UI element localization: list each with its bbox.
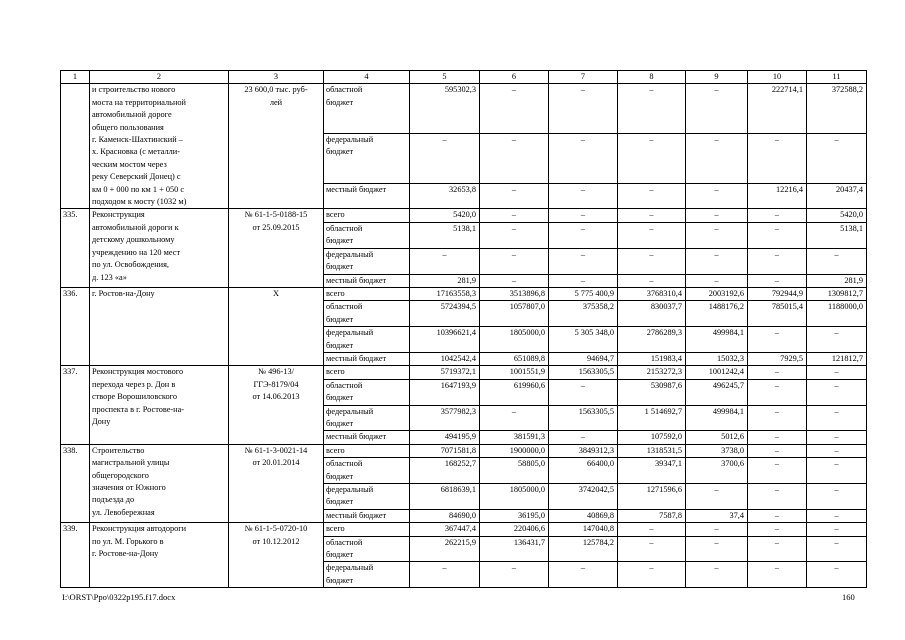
table-cell: 84690,0 bbox=[410, 509, 480, 522]
table-cell: областной бюджет bbox=[324, 379, 410, 405]
table-cell: – bbox=[807, 562, 867, 588]
table-cell: – bbox=[748, 366, 807, 379]
table-cell: – bbox=[618, 248, 686, 274]
table-cell: 7071581,8 bbox=[410, 444, 480, 457]
table-cell: всего bbox=[324, 523, 410, 536]
table-cell: 220406,6 bbox=[480, 523, 549, 536]
table-cell: федеральный бюджет bbox=[324, 134, 410, 184]
table-cell: 125784,2 bbox=[549, 536, 618, 562]
table-row bbox=[61, 84, 867, 134]
table-cell: 66400,0 bbox=[549, 458, 618, 484]
table-cell: 1057807,0 bbox=[480, 301, 549, 327]
table-cell: – bbox=[748, 379, 807, 405]
table-cell: 121812,7 bbox=[807, 352, 867, 365]
table-cell: федеральный бюджет bbox=[324, 327, 410, 353]
table-cell: – bbox=[618, 523, 686, 536]
table-cell: 337. bbox=[61, 366, 90, 444]
table-cell: – bbox=[686, 536, 748, 562]
table-cell: 147040,8 bbox=[549, 523, 618, 536]
table-cell: всего bbox=[324, 444, 410, 457]
table-cell: – bbox=[410, 248, 480, 274]
table-row bbox=[61, 444, 867, 457]
table-cell: 2786289,3 bbox=[618, 327, 686, 353]
column-number-10: 10 bbox=[748, 71, 807, 84]
table-cell: 5138,1 bbox=[410, 222, 480, 248]
table-cell: – bbox=[618, 209, 686, 222]
table-cell: – bbox=[686, 248, 748, 274]
table-cell: областной бюджет bbox=[324, 301, 410, 327]
table-cell: – bbox=[549, 274, 618, 287]
table-cell: № 61-1-5-0188-15 от 25.09.2015 bbox=[229, 209, 324, 287]
table-cell: – bbox=[549, 431, 618, 444]
table-row bbox=[61, 209, 867, 222]
table-cell: 32653,8 bbox=[410, 183, 480, 209]
table-cell: 1647193,9 bbox=[410, 379, 480, 405]
table-cell bbox=[61, 84, 90, 209]
table-cell: 1805000,0 bbox=[480, 327, 549, 353]
table-cell: 12216,4 bbox=[748, 183, 807, 209]
table-cell: 3700,6 bbox=[686, 458, 748, 484]
table-cell: 1318531,5 bbox=[618, 444, 686, 457]
table-cell: Реконструкция автомобильной дороги к детскому дошкольному учреждению на 120 мест по ул. Освобождения, д. 123 «а» bbox=[90, 209, 229, 287]
table-cell: 5 305 348,0 bbox=[549, 327, 618, 353]
column-number-8: 8 bbox=[618, 71, 686, 84]
table-cell: Реконструкция мостового перехода через р. Дон в створе Ворошиловского проспекта в г. Ростове-на- Дону bbox=[90, 366, 229, 444]
table-cell: 499984,1 bbox=[686, 327, 748, 353]
table-cell: 1900000,0 bbox=[480, 444, 549, 457]
table-cell: областной бюджет bbox=[324, 458, 410, 484]
table-cell: – bbox=[480, 222, 549, 248]
table-cell: – bbox=[807, 134, 867, 184]
table-cell: федеральный бюджет bbox=[324, 405, 410, 431]
table-cell: – bbox=[807, 536, 867, 562]
table-cell: 619960,6 bbox=[480, 379, 549, 405]
table-cell: 1563305,5 bbox=[549, 405, 618, 431]
table-cell: – bbox=[807, 405, 867, 431]
table-cell: 107592,0 bbox=[618, 431, 686, 444]
table-cell: – bbox=[549, 134, 618, 184]
table-cell: 168252,7 bbox=[410, 458, 480, 484]
column-number-4: 4 bbox=[324, 71, 410, 84]
table-cell: 5724394,5 bbox=[410, 301, 480, 327]
table-cell: – bbox=[549, 222, 618, 248]
table-cell: – bbox=[748, 431, 807, 444]
table-cell: – bbox=[807, 444, 867, 457]
table-cell: – bbox=[686, 523, 748, 536]
table-cell: 1805000,0 bbox=[480, 484, 549, 510]
table-cell: 336. bbox=[61, 287, 90, 365]
table-cell: 36195,0 bbox=[480, 509, 549, 522]
table-cell: 37,4 bbox=[686, 509, 748, 522]
table-cell: всего bbox=[324, 209, 410, 222]
header-row bbox=[61, 71, 867, 84]
table-cell: 5 775 400,9 bbox=[549, 287, 618, 300]
table-cell: – bbox=[480, 248, 549, 274]
table-cell: – bbox=[480, 134, 549, 184]
table-cell: 281,9 bbox=[807, 274, 867, 287]
table-cell: 136431,7 bbox=[480, 536, 549, 562]
table-row bbox=[61, 523, 867, 536]
column-number-5: 5 bbox=[410, 71, 480, 84]
table-cell: – bbox=[618, 536, 686, 562]
table-cell: – bbox=[807, 484, 867, 510]
table-cell: – bbox=[480, 405, 549, 431]
table-cell: и строительство нового моста на территориальной автомобильной дороге общего пользования г. Каменск-Шахтинский – х. Красновка (с металли- ческим мостом через реку Северский Донец) с км 0 + 000 по км 1 + 050 с подходом к мосту (1032 м) bbox=[90, 84, 229, 209]
table-cell: 94694,7 bbox=[549, 352, 618, 365]
table-cell: – bbox=[807, 248, 867, 274]
table-cell: всего bbox=[324, 287, 410, 300]
budget-table-page bbox=[60, 70, 866, 588]
table-cell: – bbox=[748, 405, 807, 431]
table-cell: – bbox=[686, 222, 748, 248]
table-cell: – bbox=[480, 274, 549, 287]
table-cell: 1042542,4 bbox=[410, 352, 480, 365]
table-cell: 3513896,8 bbox=[480, 287, 549, 300]
table-cell: местный бюджет bbox=[324, 431, 410, 444]
table-cell: – bbox=[549, 379, 618, 405]
table-cell: – bbox=[410, 134, 480, 184]
table-cell: – bbox=[618, 562, 686, 588]
table-cell: – bbox=[686, 134, 748, 184]
table-cell: № 61-1-5-0720-10 от 10.12.2012 bbox=[229, 523, 324, 588]
table-cell: г. Ростов-на-Дону bbox=[90, 287, 229, 365]
table-cell: 3742042,5 bbox=[549, 484, 618, 510]
table-cell: – bbox=[480, 562, 549, 588]
table-cell: – bbox=[618, 84, 686, 134]
table-cell: – bbox=[807, 523, 867, 536]
table-cell: 830037,7 bbox=[618, 301, 686, 327]
table-cell: – bbox=[748, 509, 807, 522]
table-cell: 494195,9 bbox=[410, 431, 480, 444]
table-cell: 1001242,4 bbox=[686, 366, 748, 379]
table-cell: федеральный бюджет bbox=[324, 248, 410, 274]
column-number-9: 9 bbox=[686, 71, 748, 84]
table-cell: 5420,0 bbox=[807, 209, 867, 222]
table-cell: – bbox=[748, 248, 807, 274]
table-cell: 338. bbox=[61, 444, 90, 522]
table-cell: 17163558,3 bbox=[410, 287, 480, 300]
table-cell: 40869,8 bbox=[549, 509, 618, 522]
table-cell: 3738,0 bbox=[686, 444, 748, 457]
table-cell: 1188000,0 bbox=[807, 301, 867, 327]
table-cell: местный бюджет bbox=[324, 352, 410, 365]
table-cell: областной бюджет bbox=[324, 536, 410, 562]
table-cell: 339. bbox=[61, 523, 90, 588]
table-cell: – bbox=[686, 84, 748, 134]
table-cell: всего bbox=[324, 366, 410, 379]
table-row bbox=[61, 287, 867, 300]
table-cell: – bbox=[748, 562, 807, 588]
column-number-11: 11 bbox=[807, 71, 867, 84]
table-cell: федеральный бюджет bbox=[324, 562, 410, 588]
table-cell: – bbox=[807, 458, 867, 484]
table-cell: областной бюджет bbox=[324, 84, 410, 134]
table-cell: – bbox=[549, 84, 618, 134]
table-cell: 1001551,9 bbox=[480, 366, 549, 379]
table-cell: 1271596,6 bbox=[618, 484, 686, 510]
table-cell: 496245,7 bbox=[686, 379, 748, 405]
table-cell: – bbox=[549, 248, 618, 274]
table-cell: – bbox=[480, 84, 549, 134]
table-cell: 1488176,2 bbox=[686, 301, 748, 327]
table-cell: 222714,1 bbox=[748, 84, 807, 134]
table-cell: 792944,9 bbox=[748, 287, 807, 300]
column-number-7: 7 bbox=[549, 71, 618, 84]
table-cell: – bbox=[618, 183, 686, 209]
file-path: I:\ORST\Ppo\0322p195.f17.docx bbox=[62, 592, 176, 602]
table-cell: 7587,8 bbox=[618, 509, 686, 522]
table-cell: Х bbox=[229, 287, 324, 365]
table-cell: местный бюджет bbox=[324, 183, 410, 209]
table-cell: – bbox=[748, 523, 807, 536]
table-cell: Реконструкция автодороги по ул. М. Горького в г. Ростове-на-Дону bbox=[90, 523, 229, 588]
table-cell: 335. bbox=[61, 209, 90, 287]
table-cell: – bbox=[618, 274, 686, 287]
table-cell: 5012,6 bbox=[686, 431, 748, 444]
table-cell: – bbox=[807, 379, 867, 405]
table-cell: 262215,9 bbox=[410, 536, 480, 562]
table-cell: – bbox=[686, 183, 748, 209]
table-cell: – bbox=[686, 274, 748, 287]
column-number-6: 6 bbox=[480, 71, 549, 84]
table-cell: – bbox=[618, 134, 686, 184]
table-cell: – bbox=[748, 484, 807, 510]
table-cell: 1563305,5 bbox=[549, 366, 618, 379]
table-cell: – bbox=[748, 327, 807, 353]
table-cell: № 496-13/ ГГЭ-8179/04 от 14.06.2013 bbox=[229, 366, 324, 444]
table-cell: 3768310,4 bbox=[618, 287, 686, 300]
table-cell: местный бюджет bbox=[324, 274, 410, 287]
table-cell: 6818639,1 bbox=[410, 484, 480, 510]
table-cell: областной бюджет bbox=[324, 222, 410, 248]
table-cell: – bbox=[807, 366, 867, 379]
table-cell: № 61-1-3-0021-14 от 20.01.2014 bbox=[229, 444, 324, 522]
table-cell: – bbox=[686, 209, 748, 222]
table-cell: – bbox=[748, 536, 807, 562]
table-cell: – bbox=[410, 562, 480, 588]
table-cell: – bbox=[748, 222, 807, 248]
table-cell: 151983,4 bbox=[618, 352, 686, 365]
table-cell: – bbox=[480, 183, 549, 209]
table-cell: – bbox=[748, 274, 807, 287]
column-number-1: 1 bbox=[61, 71, 90, 84]
table-cell: 1309812,7 bbox=[807, 287, 867, 300]
table-cell: – bbox=[748, 444, 807, 457]
table-cell: 530987,6 bbox=[618, 379, 686, 405]
table-cell: – bbox=[549, 562, 618, 588]
table-cell: 595302,3 bbox=[410, 84, 480, 134]
table-cell: 23 600,0 тыс. руб- лей bbox=[229, 84, 324, 209]
table-cell: 1 514692,7 bbox=[618, 405, 686, 431]
table-cell: местный бюджет bbox=[324, 509, 410, 522]
table-cell: – bbox=[686, 562, 748, 588]
table-cell: 281,9 bbox=[410, 274, 480, 287]
budget-table bbox=[60, 70, 867, 588]
table-cell: – bbox=[686, 484, 748, 510]
table-cell: 3849312,3 bbox=[549, 444, 618, 457]
table-cell: 2153272,3 bbox=[618, 366, 686, 379]
table-cell: 381591,3 bbox=[480, 431, 549, 444]
column-number-3: 3 bbox=[229, 71, 324, 84]
table-cell: 2003192,6 bbox=[686, 287, 748, 300]
table-cell: – bbox=[807, 431, 867, 444]
table-cell: 58805,0 bbox=[480, 458, 549, 484]
table-cell: 7929,5 bbox=[748, 352, 807, 365]
table-cell: 15032,3 bbox=[686, 352, 748, 365]
table-cell: 20437,4 bbox=[807, 183, 867, 209]
table-cell: 367447,4 bbox=[410, 523, 480, 536]
table-cell: 651089,8 bbox=[480, 352, 549, 365]
table-cell: – bbox=[618, 222, 686, 248]
table-cell: 10396621,4 bbox=[410, 327, 480, 353]
table-cell: 39347,1 bbox=[618, 458, 686, 484]
table-cell: – bbox=[549, 183, 618, 209]
table-cell: – bbox=[807, 509, 867, 522]
table-cell: 3577982,3 bbox=[410, 405, 480, 431]
table-cell: 372588,2 bbox=[807, 84, 867, 134]
table-cell: 5719372,1 bbox=[410, 366, 480, 379]
table-cell: 375358,2 bbox=[549, 301, 618, 327]
table-cell: 499984,1 bbox=[686, 405, 748, 431]
table-cell: 785015,4 bbox=[748, 301, 807, 327]
table-cell: – bbox=[748, 134, 807, 184]
table-row bbox=[61, 366, 867, 379]
table-cell: – bbox=[748, 209, 807, 222]
table-cell: федеральный бюджет bbox=[324, 484, 410, 510]
page-number: 160 bbox=[842, 592, 855, 602]
table-cell: 5420,0 bbox=[410, 209, 480, 222]
table-cell: – bbox=[480, 209, 549, 222]
table-cell: – bbox=[748, 458, 807, 484]
table-cell: 5138,1 bbox=[807, 222, 867, 248]
table-cell: – bbox=[549, 209, 618, 222]
table-cell: Строительство магистральной улицы общегородского значения от Южного подъезда до ул. Левобережная bbox=[90, 444, 229, 522]
table-cell: – bbox=[807, 327, 867, 353]
column-number-2: 2 bbox=[90, 71, 229, 84]
